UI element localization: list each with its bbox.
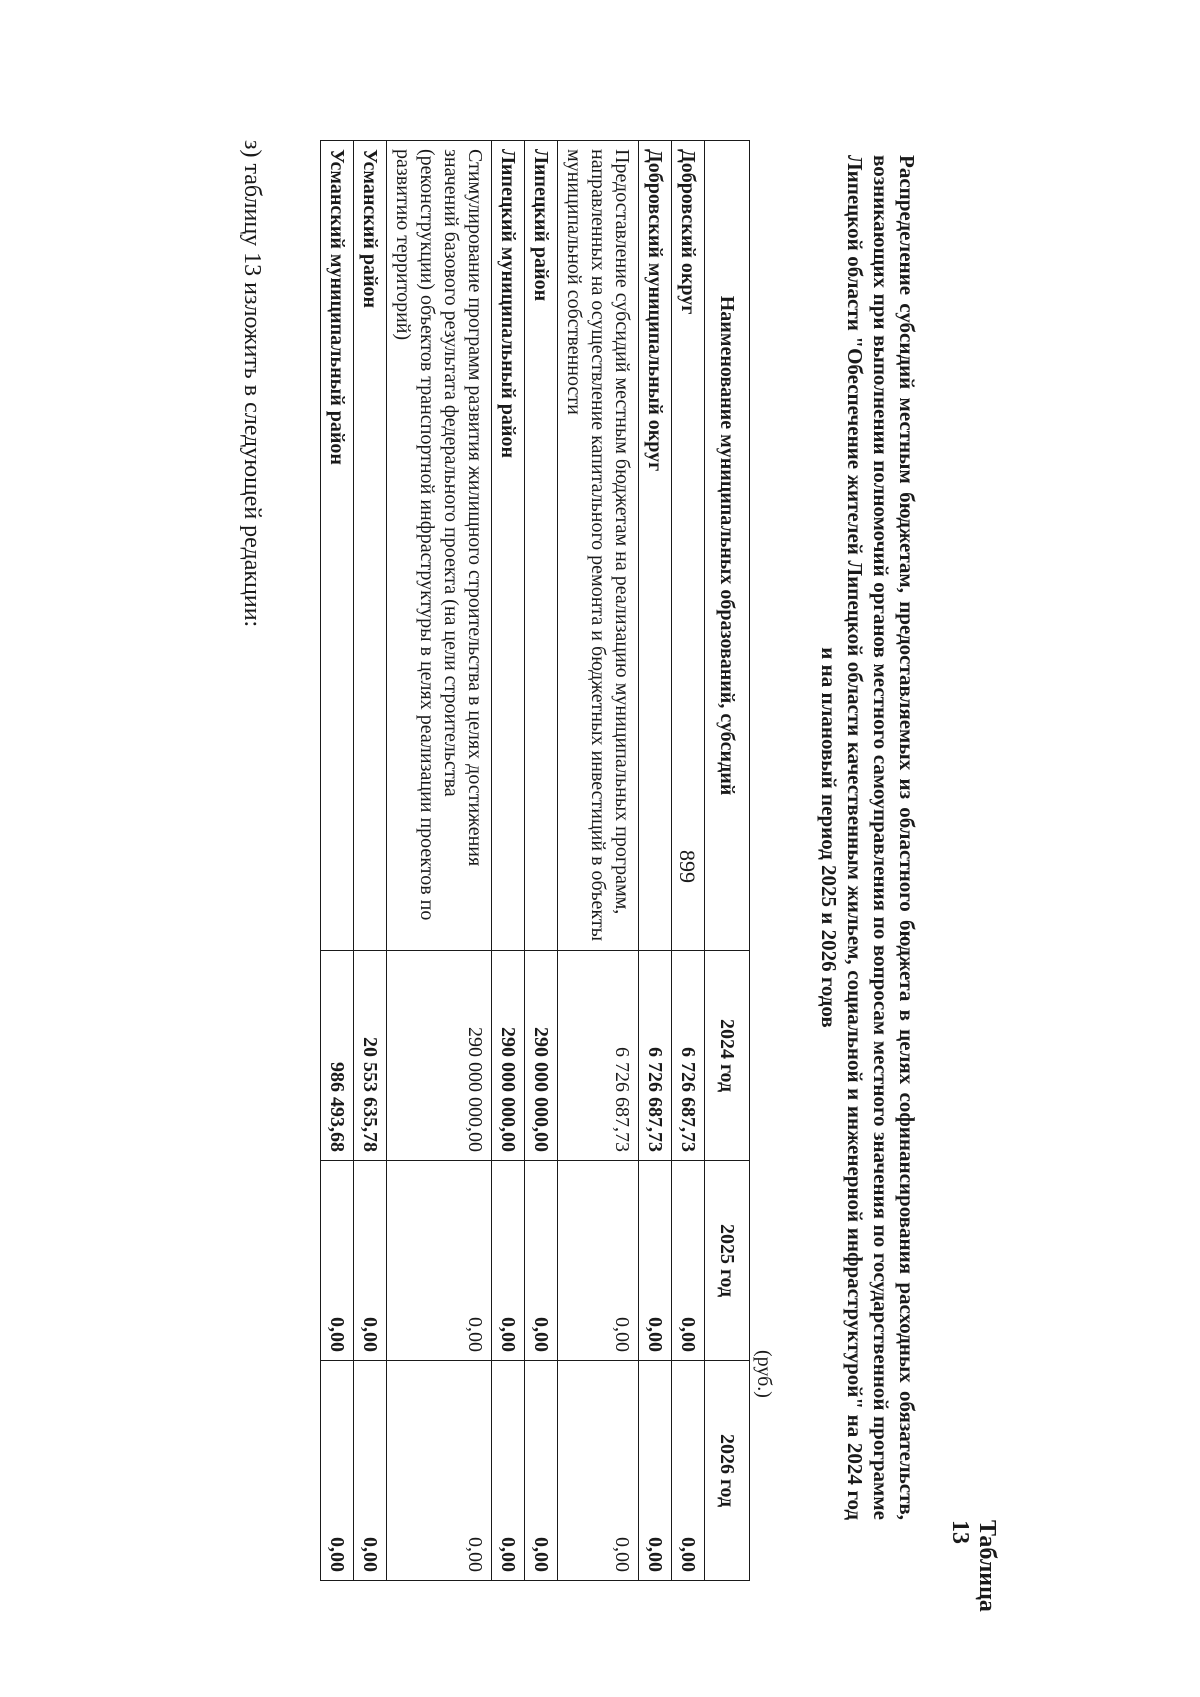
row-2024: 290 000 000,00 <box>492 951 525 1161</box>
intro-text: з) таблицу 13 изложить в следующей редакции: <box>239 140 265 628</box>
header-2026: 2026 год <box>705 1361 750 1581</box>
document-title: Распределение субсидий местным бюджетам, предоставляемых из областного бюджета в целях софинансирования расходных обязательств, возникающих при выполнении полномочий органов местного самоуправления по вопросам местного значения по государственной программе Липецкой области "Обеспечение жителей Липецкой области качественным жильем, социальной и инженерной инфраструктурой" на 2024 год и на плановый период 2025 и 2026 годов <box>817 155 919 1520</box>
row-2024: 6 726 687,73 <box>672 951 705 1161</box>
page-number: 899 <box>675 850 700 883</box>
table-row <box>354 141 387 1581</box>
unit-label: (руб.) <box>753 1350 775 1398</box>
table-row <box>387 141 492 1581</box>
subsidy-table <box>320 140 750 1581</box>
row-name: Усманский муниципальный район <box>321 141 354 951</box>
row-name: Липецкий район <box>525 141 558 951</box>
row-2025: 0,00 <box>492 1161 525 1361</box>
row-2026: 0,00 <box>525 1361 558 1581</box>
row-2025: 0,00 <box>354 1161 387 1361</box>
row-2026: 0,00 <box>354 1361 387 1581</box>
table-row <box>558 141 639 1581</box>
table-header-row <box>705 141 750 1581</box>
row-2025: 0,00 <box>387 1161 492 1361</box>
row-2024: 6 726 687,73 <box>639 951 672 1161</box>
row-2026: 0,00 <box>492 1361 525 1581</box>
table-row <box>672 141 705 1581</box>
row-name: Стимулирование программ развития жилищного строительства в целях достижения значений базового результата федерального проекта (на цели строительства (реконструкции) объектов транспортной инфраструктуры в целях реализации проектов по развитию территорий) <box>387 141 492 951</box>
header-2025: 2025 год <box>705 1161 750 1361</box>
row-name: Добровский муниципальный округ <box>639 141 672 951</box>
header-2024: 2024 год <box>705 951 750 1161</box>
row-2026: 0,00 <box>639 1361 672 1581</box>
row-2024: 20 553 635,78 <box>354 951 387 1161</box>
row-2024: 6 726 687,73 <box>558 951 639 1161</box>
row-2025: 0,00 <box>639 1161 672 1361</box>
row-2025: 0,00 <box>558 1161 639 1361</box>
header-name: Наименование муниципальных образований, субсидий <box>705 141 750 951</box>
row-name: Липецкий муниципальный район <box>492 141 525 951</box>
table-number: Таблица 13 <box>947 1520 1000 1612</box>
rotated-document-page <box>210 140 1000 1640</box>
row-name: Добровский округ <box>672 141 705 951</box>
table-row <box>321 141 354 1581</box>
row-2024: 986 493,68 <box>321 951 354 1161</box>
table-row <box>525 141 558 1581</box>
row-2025: 0,00 <box>525 1161 558 1361</box>
row-2026: 0,00 <box>387 1361 492 1581</box>
table-row <box>492 141 525 1581</box>
row-2026: 0,00 <box>672 1361 705 1581</box>
row-2026: 0,00 <box>558 1361 639 1581</box>
row-2025: 0,00 <box>321 1161 354 1361</box>
row-2024: 290 000 000,00 <box>525 951 558 1161</box>
table-row <box>639 141 672 1581</box>
row-2024: 290 000 000,00 <box>387 951 492 1161</box>
row-name: Усманский район <box>354 141 387 951</box>
row-name: Предоставление субсидий местным бюджетам на реализацию муниципальных программ, направленных на осуществление капитального ремонта и бюджетных инвестиций в объекты муниципальной собственности <box>558 141 639 951</box>
row-2026: 0,00 <box>321 1361 354 1581</box>
row-2025: 0,00 <box>672 1161 705 1361</box>
